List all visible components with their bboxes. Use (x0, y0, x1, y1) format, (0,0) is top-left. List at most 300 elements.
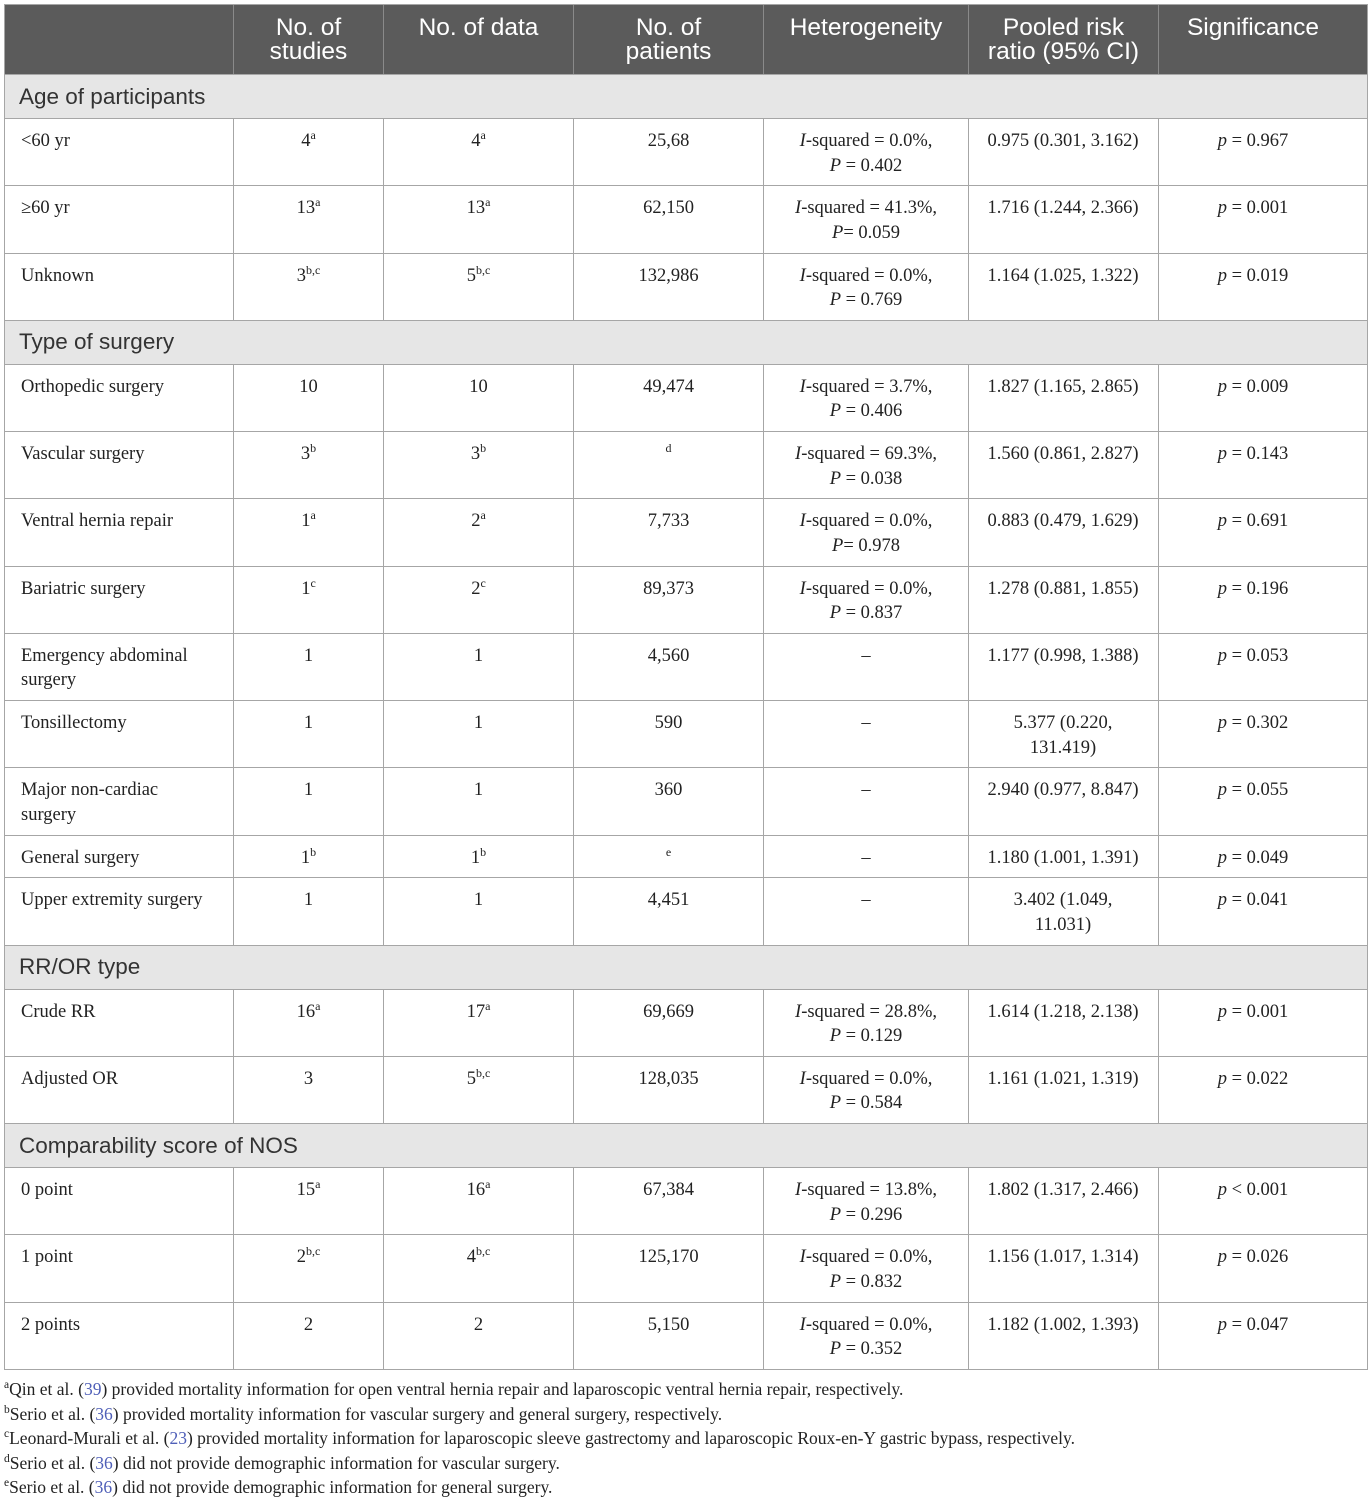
footnote-text: Qin et al. ( (9, 1379, 84, 1399)
row-label-cell (5, 990, 234, 1056)
pooled-risk-ratio-value: 1.560 (0.861, 2.827) (987, 444, 1139, 464)
pooled-risk-ratio-value: 1.278 (0.881, 1.855) (987, 578, 1139, 599)
section-row (5, 1124, 1367, 1168)
i-squared-line (770, 1313, 962, 1338)
footnote-marker: b (480, 441, 487, 455)
i-squared-line (770, 577, 962, 602)
pooled-risk-ratio-value: 1.827 (1.165, 2.865) (987, 376, 1139, 397)
no-of-patients-value: 89,373 (643, 578, 694, 599)
i-squared-symbol: I (799, 131, 806, 151)
no-of-studies-cell (234, 254, 384, 320)
footnote-marker: b,c (475, 1244, 491, 1259)
no-of-data-cell (384, 768, 574, 834)
heterogeneity-cell (764, 254, 969, 320)
header-no-of-studies-line: studies (269, 38, 348, 65)
significance-cell (1159, 567, 1367, 633)
i-squared-value: -squared = 28.8%, (801, 1001, 937, 1022)
no-of-patients-value: 4,560 (647, 645, 690, 666)
significance-cell (1159, 878, 1367, 944)
no-of-studies-cell (234, 432, 384, 498)
row-label-cell (5, 365, 234, 431)
footnote-marker: b (310, 441, 317, 455)
no-of-studies-cell (234, 878, 384, 944)
reference-link[interactable]: 36 (95, 1452, 113, 1473)
significance-p-value: = 0.691 (1226, 511, 1289, 532)
significance-p-value: = 0.009 (1226, 376, 1289, 397)
footnote-line (4, 1377, 1368, 1402)
no-of-studies-value: 10 (299, 376, 318, 397)
table-row (5, 701, 1367, 768)
heterogeneity-p-value: = 0.059 (843, 222, 900, 243)
footnote-marker: a (480, 508, 486, 523)
footnote-marker: a (485, 1177, 491, 1191)
no-of-studies-value: 3 (303, 1068, 314, 1089)
i-squared-value: -squared = 0.0%, (805, 265, 933, 286)
no-of-patients-cell (574, 1057, 764, 1123)
row-label-cell (5, 432, 234, 498)
footnote-mark: d (4, 1452, 10, 1465)
i-squared-value: -squared = 0.0%, (805, 1314, 933, 1335)
pooled-risk-ratio-cell (969, 567, 1159, 633)
significance-p-value: = 0.049 (1226, 847, 1289, 868)
no-of-data-value: 4 (471, 131, 481, 151)
pooled-risk-ratio-cell (969, 365, 1159, 431)
no-of-studies-cell (234, 365, 384, 431)
footnote-marker: b,c (305, 262, 321, 277)
i-squared-line (770, 1000, 962, 1025)
heterogeneity-cell (764, 1303, 969, 1369)
heterogeneity-p-value: = 0.837 (841, 603, 903, 623)
no-of-studies-value: 1 (303, 780, 314, 801)
no-of-patients-cell (574, 186, 764, 252)
heterogeneity-cell (764, 634, 969, 700)
no-of-data-cell (384, 119, 574, 185)
not-applicable-dash: – (861, 890, 871, 911)
no-of-patients-value: 62,150 (643, 198, 694, 219)
footnote-marker: a (315, 1177, 321, 1191)
no-of-patients-cell (574, 878, 764, 944)
footnote-text: ) provided mortality information for laparoscopic sleeve gastrectomy and laparoscopic Roux-en-Y gastric bypass, respectively. (186, 1428, 1075, 1448)
pooled-risk-ratio-value: 1.716 (1.244, 2.366) (987, 198, 1139, 219)
heterogeneity-cell (764, 1235, 969, 1301)
i-squared-line (770, 129, 962, 154)
no-of-data-value: 13 (466, 198, 486, 219)
i-squared-line (770, 1245, 962, 1270)
heterogeneity-p-value: = 0.038 (841, 468, 903, 489)
row-label: Vascular surgery (21, 444, 145, 464)
footnote-marker: c (310, 575, 316, 590)
no-of-studies-cell (234, 567, 384, 633)
heterogeneity-p-value: = 0.296 (841, 1204, 903, 1225)
no-of-studies-value: 1 (301, 578, 311, 599)
no-of-studies-value: 3 (296, 265, 306, 286)
reference-link[interactable]: 36 (95, 1403, 113, 1424)
footnote-marker: a (310, 508, 316, 523)
pooled-risk-ratio-value: 1.180 (1.001, 1.391) (987, 847, 1139, 868)
row-label: General surgery (21, 847, 140, 868)
row-label-cell (5, 768, 234, 834)
footnote-text: Serio et al. ( (9, 1452, 96, 1473)
no-of-patients-cell (574, 1168, 764, 1234)
footnote-marker: e (665, 844, 672, 859)
header-no-of-data-cell (384, 5, 574, 74)
i-squared-value: -squared = 0.0%, (805, 131, 933, 151)
row-label: Crude RR (21, 1001, 96, 1022)
no-of-studies-cell (234, 499, 384, 565)
heterogeneity-p-symbol: P (829, 1271, 841, 1292)
significance-cell (1159, 1303, 1367, 1369)
no-of-data-value: 1 (473, 645, 484, 666)
no-of-patients-value: 69,669 (643, 1001, 694, 1022)
i-squared-symbol: I (799, 511, 806, 532)
not-applicable-dash: – (861, 645, 871, 666)
pooled-risk-ratio-cell (969, 119, 1159, 185)
pooled-risk-ratio-value: 1.614 (1.218, 2.138) (987, 1001, 1139, 1022)
table-row (5, 499, 1367, 566)
heterogeneity-p-line (770, 399, 962, 424)
footnote-marker: a (315, 195, 321, 210)
reference-link[interactable]: 36 (94, 1477, 113, 1497)
footnote-marker: b,c (475, 1065, 491, 1080)
no-of-data-value: 1 (473, 713, 484, 733)
pooled-risk-ratio-cell (969, 878, 1159, 944)
no-of-patients-cell (574, 365, 764, 431)
pooled-risk-ratio-cell (969, 634, 1159, 700)
significance-p-value: = 0.019 (1226, 265, 1289, 286)
row-label: Ventral hernia repair (21, 511, 174, 532)
no-of-patients-value: 360 (654, 780, 683, 801)
heterogeneity-p-value: = 0.769 (841, 290, 903, 310)
i-squared-symbol: I (799, 1068, 806, 1089)
i-squared-line (770, 1178, 962, 1203)
heterogeneity-p-symbol: P (832, 222, 844, 243)
significance-p-value: = 0.022 (1226, 1068, 1289, 1089)
significance-cell (1159, 119, 1367, 185)
heterogeneity-p-value: = 0.129 (841, 1026, 903, 1046)
significance-p-symbol: p (1217, 1001, 1227, 1022)
footnote-marker: c (480, 575, 486, 590)
heterogeneity-cell (764, 701, 969, 767)
footnote-line (4, 1451, 1368, 1476)
table-footnotes (4, 1377, 1368, 1500)
footnote-text: Serio et al. ( (9, 1477, 95, 1497)
no-of-data-value: 2 (471, 511, 481, 532)
pooled-risk-ratio-cell (969, 186, 1159, 252)
significance-p-value: = 0.143 (1226, 444, 1289, 464)
table-row (5, 1235, 1367, 1302)
table-row (5, 768, 1367, 835)
no-of-patients-cell (574, 1303, 764, 1369)
heterogeneity-p-value: = 0.584 (841, 1093, 903, 1114)
row-label-cell (5, 186, 234, 252)
no-of-data-cell (384, 567, 574, 633)
row-label: Upper extremity surgery (21, 890, 203, 911)
row-label: <60 yr (21, 131, 70, 151)
footnote-marker: a (485, 998, 491, 1013)
no-of-data-value: 5 (466, 265, 476, 286)
i-squared-symbol: I (799, 376, 806, 397)
no-of-studies-value: 2 (303, 1314, 314, 1335)
heterogeneity-p-value: = 0.352 (841, 1339, 903, 1359)
heterogeneity-p-symbol: P (829, 155, 841, 176)
i-squared-line (770, 1067, 962, 1092)
no-of-patients-cell (574, 432, 764, 498)
no-of-data-cell (384, 1235, 574, 1301)
header-pooled-risk-ratio-line: ratio (95% CI) (987, 38, 1140, 65)
no-of-data-cell (384, 432, 574, 498)
table-row (5, 432, 1367, 499)
footnote-marker: a (485, 195, 491, 210)
no-of-data-value: 2 (471, 578, 481, 599)
reference-link[interactable]: 23 (169, 1428, 187, 1448)
no-of-patients-cell (574, 836, 764, 878)
footnote-marker: b (310, 844, 317, 859)
heterogeneity-cell (764, 878, 969, 944)
pooled-risk-ratio-value: 1.802 (1.317, 2.466) (987, 1180, 1139, 1200)
no-of-data-value: 4 (466, 1247, 476, 1268)
no-of-data-cell (384, 990, 574, 1056)
significance-p-value: = 0.967 (1226, 131, 1289, 151)
section-row (5, 946, 1367, 990)
header-no-of-patients-line: patients (625, 38, 712, 65)
pooled-risk-ratio-value: 3.402 (1.049, 11.031) (1013, 890, 1113, 935)
significance-cell (1159, 836, 1367, 878)
no-of-data-cell (384, 634, 574, 700)
footnote-marker: b,c (475, 262, 491, 277)
no-of-data-value: 2 (473, 1314, 484, 1335)
no-of-patients-cell (574, 567, 764, 633)
header-significance-line: Significance (1186, 14, 1320, 41)
no-of-studies-value: 1 (303, 890, 314, 911)
footnote-text: ) did not provide demographic information for general surgery. (112, 1477, 553, 1497)
i-squared-symbol: I (799, 265, 806, 286)
significance-cell (1159, 499, 1367, 565)
heterogeneity-p-line (770, 601, 962, 626)
pooled-risk-ratio-value: 1.182 (1.002, 1.393) (987, 1314, 1139, 1335)
no-of-data-value: 5 (466, 1068, 476, 1089)
row-label-cell (5, 1057, 234, 1123)
i-squared-line (770, 375, 962, 400)
row-label: Orthopedic surgery (21, 376, 164, 397)
no-of-studies-value: 4 (301, 131, 311, 151)
no-of-studies-cell (234, 990, 384, 1056)
significance-p-symbol: p (1217, 1068, 1227, 1089)
i-squared-value: -squared = 13.8%, (801, 1180, 937, 1200)
heterogeneity-p-symbol: P (829, 1339, 841, 1359)
row-label-cell (5, 1235, 234, 1301)
row-label: Major non-cardiac surgery (21, 780, 159, 825)
significance-cell (1159, 990, 1367, 1056)
table-row (5, 634, 1367, 701)
reference-link[interactable]: 39 (83, 1379, 102, 1399)
significance-p-value: = 0.196 (1226, 578, 1289, 599)
significance-cell (1159, 768, 1367, 834)
no-of-patients-cell (574, 990, 764, 1056)
no-of-data-cell (384, 1057, 574, 1123)
significance-p-symbol: p (1217, 890, 1227, 911)
heterogeneity-p-line (770, 1024, 962, 1049)
footnote-marker: b,c (305, 1244, 321, 1259)
significance-p-symbol: p (1217, 780, 1227, 801)
no-of-patients-cell (574, 119, 764, 185)
no-of-studies-cell (234, 701, 384, 767)
pooled-risk-ratio-value: 1.177 (0.998, 1.388) (987, 645, 1139, 666)
significance-cell (1159, 1235, 1367, 1301)
i-squared-symbol: I (795, 1180, 802, 1200)
footnote-marker: b (480, 844, 487, 859)
significance-p-value: = 0.001 (1226, 1001, 1289, 1022)
no-of-studies-cell (234, 1168, 384, 1234)
no-of-data-cell (384, 1168, 574, 1234)
footnote-text: ) did not provide demographic information for vascular surgery. (112, 1452, 560, 1473)
table-row (5, 119, 1367, 186)
no-of-patients-cell (574, 1235, 764, 1301)
no-of-studies-value: 15 (296, 1180, 316, 1200)
significance-cell (1159, 1168, 1367, 1234)
header-no-of-patients-line: No. of (635, 14, 702, 41)
significance-cell (1159, 365, 1367, 431)
row-label: Emergency abdominal surgery (21, 645, 188, 691)
row-label-cell (5, 1303, 234, 1369)
footnote-mark: a (4, 1379, 10, 1391)
heterogeneity-cell (764, 1057, 969, 1123)
no-of-patients-cell (574, 634, 764, 700)
heterogeneity-cell (764, 432, 969, 498)
pooled-risk-ratio-value: 1.156 (1.017, 1.314) (987, 1247, 1139, 1268)
heterogeneity-cell (764, 365, 969, 431)
heterogeneity-cell (764, 119, 969, 185)
no-of-studies-cell (234, 186, 384, 252)
heterogeneity-p-value: = 0.402 (841, 155, 903, 176)
section-title: Type of surgery (19, 329, 175, 355)
no-of-patients-value: 590 (654, 713, 683, 733)
row-label: 0 point (21, 1180, 73, 1200)
no-of-patients-cell (574, 768, 764, 834)
no-of-data-cell (384, 701, 574, 767)
header-significance-cell (1159, 5, 1367, 74)
header-row (5, 5, 1367, 75)
heterogeneity-cell (764, 499, 969, 565)
table-row (5, 878, 1367, 945)
i-squared-value: -squared = 0.0%, (805, 578, 933, 599)
heterogeneity-p-line (770, 288, 962, 313)
footnote-text: Serio et al. ( (9, 1403, 96, 1424)
no-of-data-value: 16 (466, 1180, 486, 1200)
heterogeneity-p-line (770, 154, 962, 179)
significance-cell (1159, 432, 1367, 498)
heterogeneity-p-symbol: P (829, 290, 841, 310)
significance-p-value: = 0.001 (1226, 198, 1289, 219)
row-label: Bariatric surgery (21, 578, 146, 599)
header-no-of-studies-cell (234, 5, 384, 74)
footnote-text: ) provided mortality information for vascular surgery and general surgery, respectively. (112, 1403, 723, 1424)
heterogeneity-cell (764, 768, 969, 834)
no-of-studies-value: 16 (296, 1001, 316, 1022)
pooled-risk-ratio-cell (969, 1235, 1159, 1301)
significance-p-symbol: p (1217, 1314, 1227, 1335)
header-heterogeneity-line: Heterogeneity (789, 14, 943, 41)
pooled-risk-ratio-cell (969, 1168, 1159, 1234)
pooled-risk-ratio-value: 5.377 (0.220, 131.419) (1013, 713, 1113, 758)
no-of-data-cell (384, 878, 574, 944)
section-row (5, 75, 1367, 119)
footnote-marker: a (310, 128, 316, 142)
no-of-data-cell (384, 365, 574, 431)
footnote-marker: d (665, 441, 672, 455)
header-blank-cell (5, 5, 234, 74)
significance-cell (1159, 254, 1367, 320)
significance-p-symbol: p (1217, 511, 1227, 532)
i-squared-symbol: I (799, 1247, 806, 1268)
heterogeneity-cell (764, 836, 969, 878)
heterogeneity-p-line (770, 534, 962, 559)
footnote-marker: a (315, 998, 321, 1013)
significance-p-symbol: p (1217, 1180, 1227, 1200)
significance-p-value: < 0.001 (1226, 1180, 1289, 1200)
i-squared-line (770, 264, 962, 289)
pooled-risk-ratio-value: 1.164 (1.025, 1.322) (987, 265, 1139, 286)
heterogeneity-p-line (770, 1203, 962, 1228)
table-row (5, 1057, 1367, 1124)
header-pooled-risk-ratio-cell (969, 5, 1159, 74)
table-row (5, 1303, 1367, 1369)
header-no-of-patients-cell (574, 5, 764, 74)
section-title: Age of participants (19, 83, 206, 109)
no-of-studies-value: 1 (300, 847, 311, 868)
heterogeneity-p-symbol: P (832, 535, 844, 556)
no-of-studies-cell (234, 768, 384, 834)
i-squared-value: -squared = 0.0%, (805, 511, 933, 532)
i-squared-value: -squared = 41.3%, (801, 198, 937, 219)
i-squared-value: -squared = 0.0%, (805, 1247, 933, 1268)
heterogeneity-p-symbol: P (829, 1093, 841, 1114)
pooled-risk-ratio-cell (969, 254, 1159, 320)
i-squared-symbol: I (799, 1314, 806, 1335)
no-of-data-value: 1 (470, 847, 481, 868)
no-of-patients-value: 7,733 (647, 511, 690, 532)
row-label-cell (5, 878, 234, 944)
significance-p-value: = 0.026 (1226, 1247, 1289, 1268)
no-of-data-value: 1 (473, 890, 484, 911)
i-squared-symbol: I (795, 1001, 802, 1022)
table-row (5, 365, 1367, 432)
significance-p-symbol: p (1217, 198, 1227, 219)
section-title: Comparability score of NOS (19, 1132, 298, 1158)
i-squared-symbol: I (799, 578, 806, 599)
header-no-of-studies-line: No. of (275, 14, 342, 41)
pooled-risk-ratio-cell (969, 1057, 1159, 1123)
table-row (5, 186, 1367, 253)
pooled-risk-ratio-cell (969, 1303, 1159, 1369)
i-squared-line (770, 442, 962, 467)
table-row (5, 567, 1367, 634)
heterogeneity-p-line (770, 1270, 962, 1295)
no-of-data-cell (384, 836, 574, 878)
significance-cell (1159, 701, 1367, 767)
pooled-risk-ratio-value: 2.940 (0.977, 8.847) (987, 780, 1139, 801)
pooled-risk-ratio-cell (969, 990, 1159, 1056)
heterogeneity-p-symbol: P (829, 401, 841, 422)
no-of-studies-cell (234, 119, 384, 185)
footnote-mark: b (4, 1403, 10, 1416)
i-squared-value: -squared = 0.0%, (805, 1068, 933, 1089)
row-label-cell (5, 836, 234, 878)
no-of-patients-cell (574, 254, 764, 320)
i-squared-symbol: I (795, 198, 802, 219)
table-row (5, 254, 1367, 321)
no-of-patients-value: 125,170 (638, 1247, 699, 1268)
section-title: RR/OR type (19, 954, 141, 979)
